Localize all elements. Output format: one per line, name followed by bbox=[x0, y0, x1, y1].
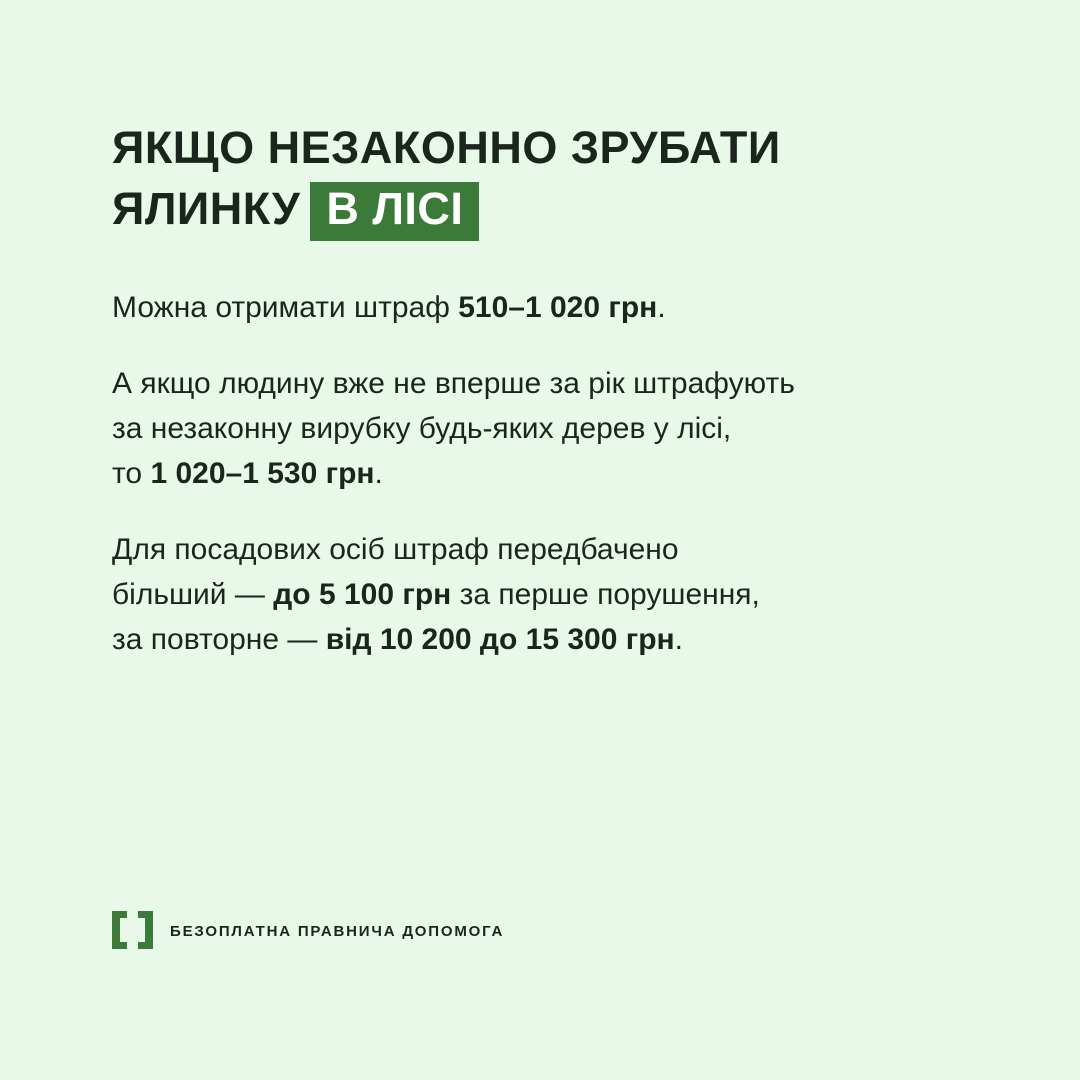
brand-name: БЕЗОПЛАТНА ПРАВНИЧА ДОПОМОГА bbox=[170, 922, 505, 940]
card-content bbox=[112, 118, 992, 693]
text-run: . bbox=[674, 623, 684, 657]
text-line bbox=[112, 361, 992, 406]
title-line-1: ЯКЩО НЕЗАКОННО ЗРУБАТИ bbox=[112, 122, 781, 173]
left-bracket-icon bbox=[112, 911, 127, 949]
fine-amount: до 5 100 грн bbox=[273, 578, 452, 612]
text-line bbox=[112, 451, 992, 496]
title-line-2 bbox=[112, 179, 992, 242]
text-run: . bbox=[374, 457, 383, 491]
text-line bbox=[112, 572, 992, 617]
text-line bbox=[112, 527, 992, 572]
fine-amount: 510–1 020 грн bbox=[458, 291, 658, 325]
text-run: А якщо людину вже не вперше за рік штрафують bbox=[112, 367, 795, 401]
paragraph-fine-repeat bbox=[112, 361, 992, 496]
text-run: Можна отримати штраф bbox=[112, 291, 459, 325]
text-run: то bbox=[112, 457, 151, 491]
text-line bbox=[112, 406, 992, 451]
title-line-2-prefix: ЯЛИНКУ bbox=[112, 182, 301, 234]
paragraph-fine-first bbox=[112, 285, 992, 330]
fine-amount: від 10 200 до 15 300 грн bbox=[325, 623, 675, 657]
title-highlight-box: В ЛІСІ bbox=[310, 182, 479, 242]
paragraph-fine-officials bbox=[112, 527, 992, 662]
text-run: більший — bbox=[112, 578, 274, 612]
text-run: . bbox=[657, 291, 666, 325]
text-line bbox=[112, 285, 992, 330]
text-run: за перше порушення, bbox=[451, 578, 760, 612]
text-line bbox=[112, 617, 992, 662]
fine-amount: 1 020–1 530 грн bbox=[150, 457, 375, 491]
text-run: Для посадових осіб штраф передбачено bbox=[112, 533, 679, 567]
right-bracket-icon bbox=[138, 911, 153, 949]
square-brackets-icon bbox=[112, 911, 153, 949]
footer-brand bbox=[112, 911, 504, 949]
card-title bbox=[112, 118, 992, 241]
text-run: за повторне — bbox=[112, 623, 326, 657]
text-run: за незаконну вирубку будь-яких дерев у лісі, bbox=[112, 412, 732, 446]
